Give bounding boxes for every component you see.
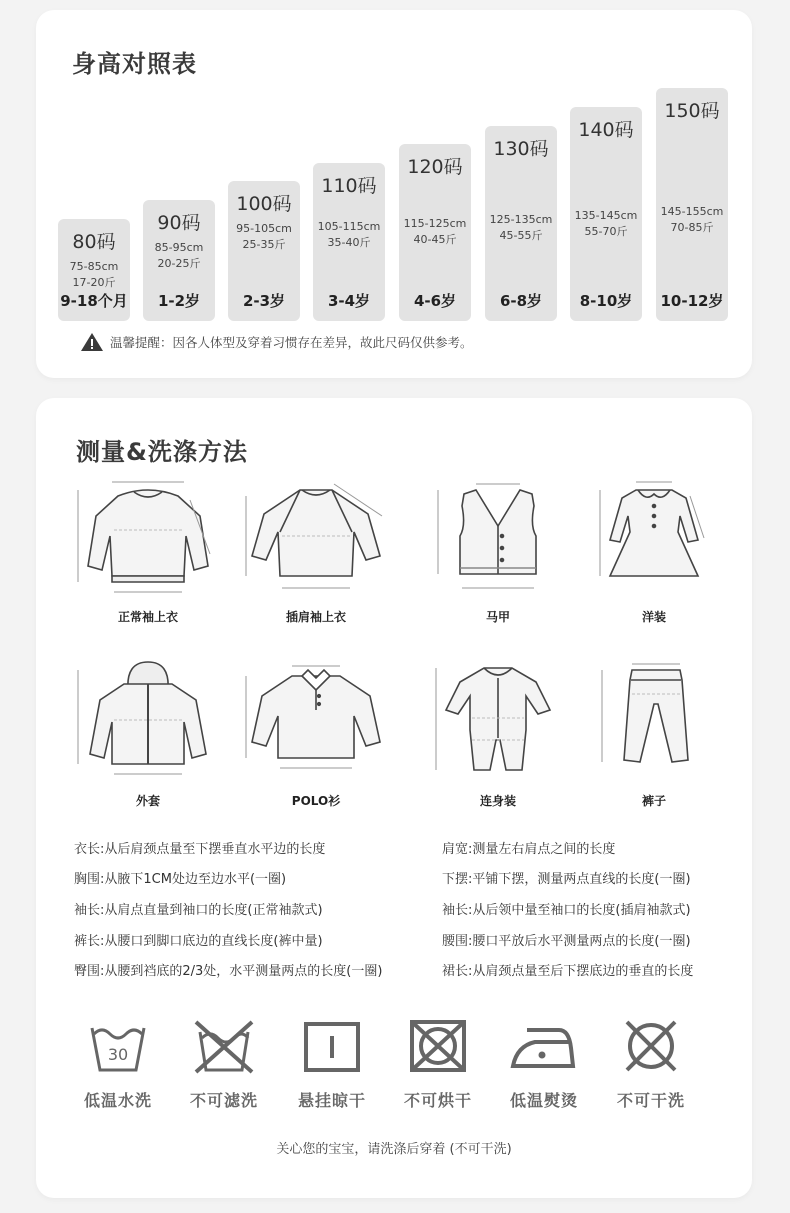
size-age: 2-3岁: [242, 292, 286, 310]
size-height-range: 95-105cm: [236, 222, 292, 235]
size-code: 140码: [578, 119, 634, 141]
garment-name: 洋装: [641, 610, 666, 624]
care-no-tumble-dry: [393, 1018, 483, 1111]
no-dry-clean-icon: [621, 1018, 681, 1074]
size-height-range: 105-115cm: [317, 220, 381, 234]
polo-shirt-icon: [236, 660, 396, 790]
garment-polo: [236, 660, 396, 820]
warning-icon: [80, 332, 104, 352]
care-footer: 关心您的宝宝，请洗涤后穿着 (不可干洗): [276, 1142, 512, 1157]
size-weight-range: 55-70斤: [584, 225, 628, 239]
size-height-range: 115-125cm: [403, 216, 467, 230]
romper-icon: [418, 660, 578, 790]
care-label: 低温熨烫: [509, 1091, 578, 1110]
garment-pants: [574, 660, 734, 820]
size-bar-3: [313, 163, 385, 321]
size-code: 120码: [407, 156, 463, 178]
size-weight-range: 25-35斤: [242, 238, 286, 251]
size-code: 90码: [157, 212, 201, 234]
garment-romper: [418, 660, 578, 820]
care-label: 低温水洗: [83, 1091, 152, 1110]
size-weight-range: 40-45斤: [413, 232, 457, 246]
size-age: 10-12岁: [660, 292, 724, 310]
measure-title: 测量&洗涤方法: [76, 438, 248, 466]
instruction-left-1: 胸围:从腋下1CM处边至边水平(一圈): [74, 872, 287, 887]
care-iron-low: [499, 1018, 589, 1111]
garment-raglan: [236, 476, 396, 636]
size-age: 6-8岁: [499, 292, 543, 310]
size-code: 150码: [664, 100, 720, 122]
care-wash-low: [73, 1018, 163, 1111]
instruction-right-0: 肩宽:测量左右肩点之间的长度: [442, 842, 616, 857]
size-code: 130码: [493, 138, 549, 160]
no-tumble-icon: [192, 1018, 256, 1074]
care-label: 悬挂晾干: [297, 1091, 366, 1110]
garment-sweater: [68, 476, 228, 636]
size-bar-4: [399, 144, 471, 321]
size-age: 1-2岁: [157, 292, 201, 310]
size-code: 80码: [72, 231, 116, 253]
size-bar-7: [656, 88, 728, 321]
care-line-dry: [287, 1018, 377, 1111]
tip-text: 温馨提醒：因各人体型及穿着习惯存在差异，故此尺码仅供参考。: [110, 335, 473, 350]
size-age: 8-10岁: [579, 292, 633, 310]
care-no-dry-clean: [606, 1018, 696, 1111]
care-label: 不可干洗: [616, 1091, 685, 1110]
sweater-icon: [68, 476, 228, 606]
size-height-range: 85-95cm: [154, 241, 204, 254]
size-age: 4-6岁: [413, 292, 457, 310]
size-weight-range: 17-20斤: [72, 276, 116, 289]
line-dry-icon: [302, 1018, 362, 1074]
garment-name: 裤子: [641, 794, 666, 808]
garment-name: 马甲: [485, 610, 510, 624]
wash-30-icon: [88, 1018, 148, 1074]
garment-name: 连身装: [479, 794, 516, 808]
garment-vest: [418, 476, 578, 636]
care-label: 不可烘干: [403, 1091, 472, 1110]
size-height-range: 125-135cm: [489, 213, 553, 226]
iron-low-icon: [509, 1018, 579, 1074]
garment-name: 插肩袖上衣: [285, 610, 346, 624]
size-height-range: 135-145cm: [574, 209, 638, 223]
size-height-range: 145-155cm: [660, 205, 724, 219]
size-age: 9-18个月: [60, 292, 128, 310]
garment-name: POLO衫: [291, 794, 341, 808]
size-weight-range: 20-25斤: [157, 257, 201, 270]
size-chart-card: [36, 10, 752, 378]
vest-icon: [418, 476, 578, 606]
size-weight-range: 70-85斤: [670, 221, 714, 235]
size-bar-5: [485, 126, 557, 321]
svg-text:30: 30: [107, 1045, 129, 1064]
instruction-right-2: 袖长:从后领中量至袖口的长度(插肩袖款式): [442, 903, 691, 918]
garment-jacket: [68, 660, 228, 820]
no-tumble-dry-icon: [408, 1018, 468, 1074]
size-weight-range: 35-40斤: [327, 236, 371, 250]
size-age: 3-4岁: [327, 292, 371, 310]
size-bar-6: [570, 107, 642, 321]
size-bar-1: [143, 200, 215, 321]
hooded-jacket-icon: [68, 660, 228, 790]
garment-name: 正常袖上衣: [117, 610, 178, 624]
instruction-left-4: 臀围:从腰到裆底的2/3处，水平测量两点的长度(一圈): [74, 964, 383, 979]
size-bar-2: [228, 181, 300, 321]
garment-dress: [574, 476, 734, 636]
instruction-left-0: 衣长:从后肩颈点量至下摆垂直水平边的长度: [74, 842, 326, 857]
care-no-tumble: [179, 1018, 269, 1111]
measure-wash-card: [36, 398, 752, 1198]
raglan-shirt-icon: [236, 476, 396, 606]
care-label: 不可滤洗: [189, 1091, 258, 1110]
instruction-right-4: 裙长:从肩颈点量至后下摆底边的垂直的长度: [442, 964, 694, 979]
dress-icon: [574, 476, 734, 606]
pants-icon: [574, 660, 734, 790]
garment-name: 外套: [135, 794, 160, 808]
size-tip: [80, 332, 473, 352]
size-chart-title: 身高对照表: [72, 50, 197, 78]
instruction-right-3: 腰围:腰口平放后水平测量两点的长度(一圈): [442, 934, 691, 949]
size-height-range: 75-85cm: [69, 260, 119, 273]
instruction-right-1: 下摆:平铺下摆，测量两点直线的长度(一圈): [442, 872, 691, 887]
instruction-left-3: 裤长:从腰口到脚口底边的直线长度(裤中量): [74, 934, 323, 949]
instruction-left-2: 袖长:从肩点直量到袖口的长度(正常袖款式): [74, 903, 323, 918]
size-weight-range: 45-55斤: [499, 229, 543, 242]
size-code: 100码: [236, 193, 292, 215]
size-bar-0: [58, 219, 130, 321]
size-code: 110码: [321, 175, 377, 197]
